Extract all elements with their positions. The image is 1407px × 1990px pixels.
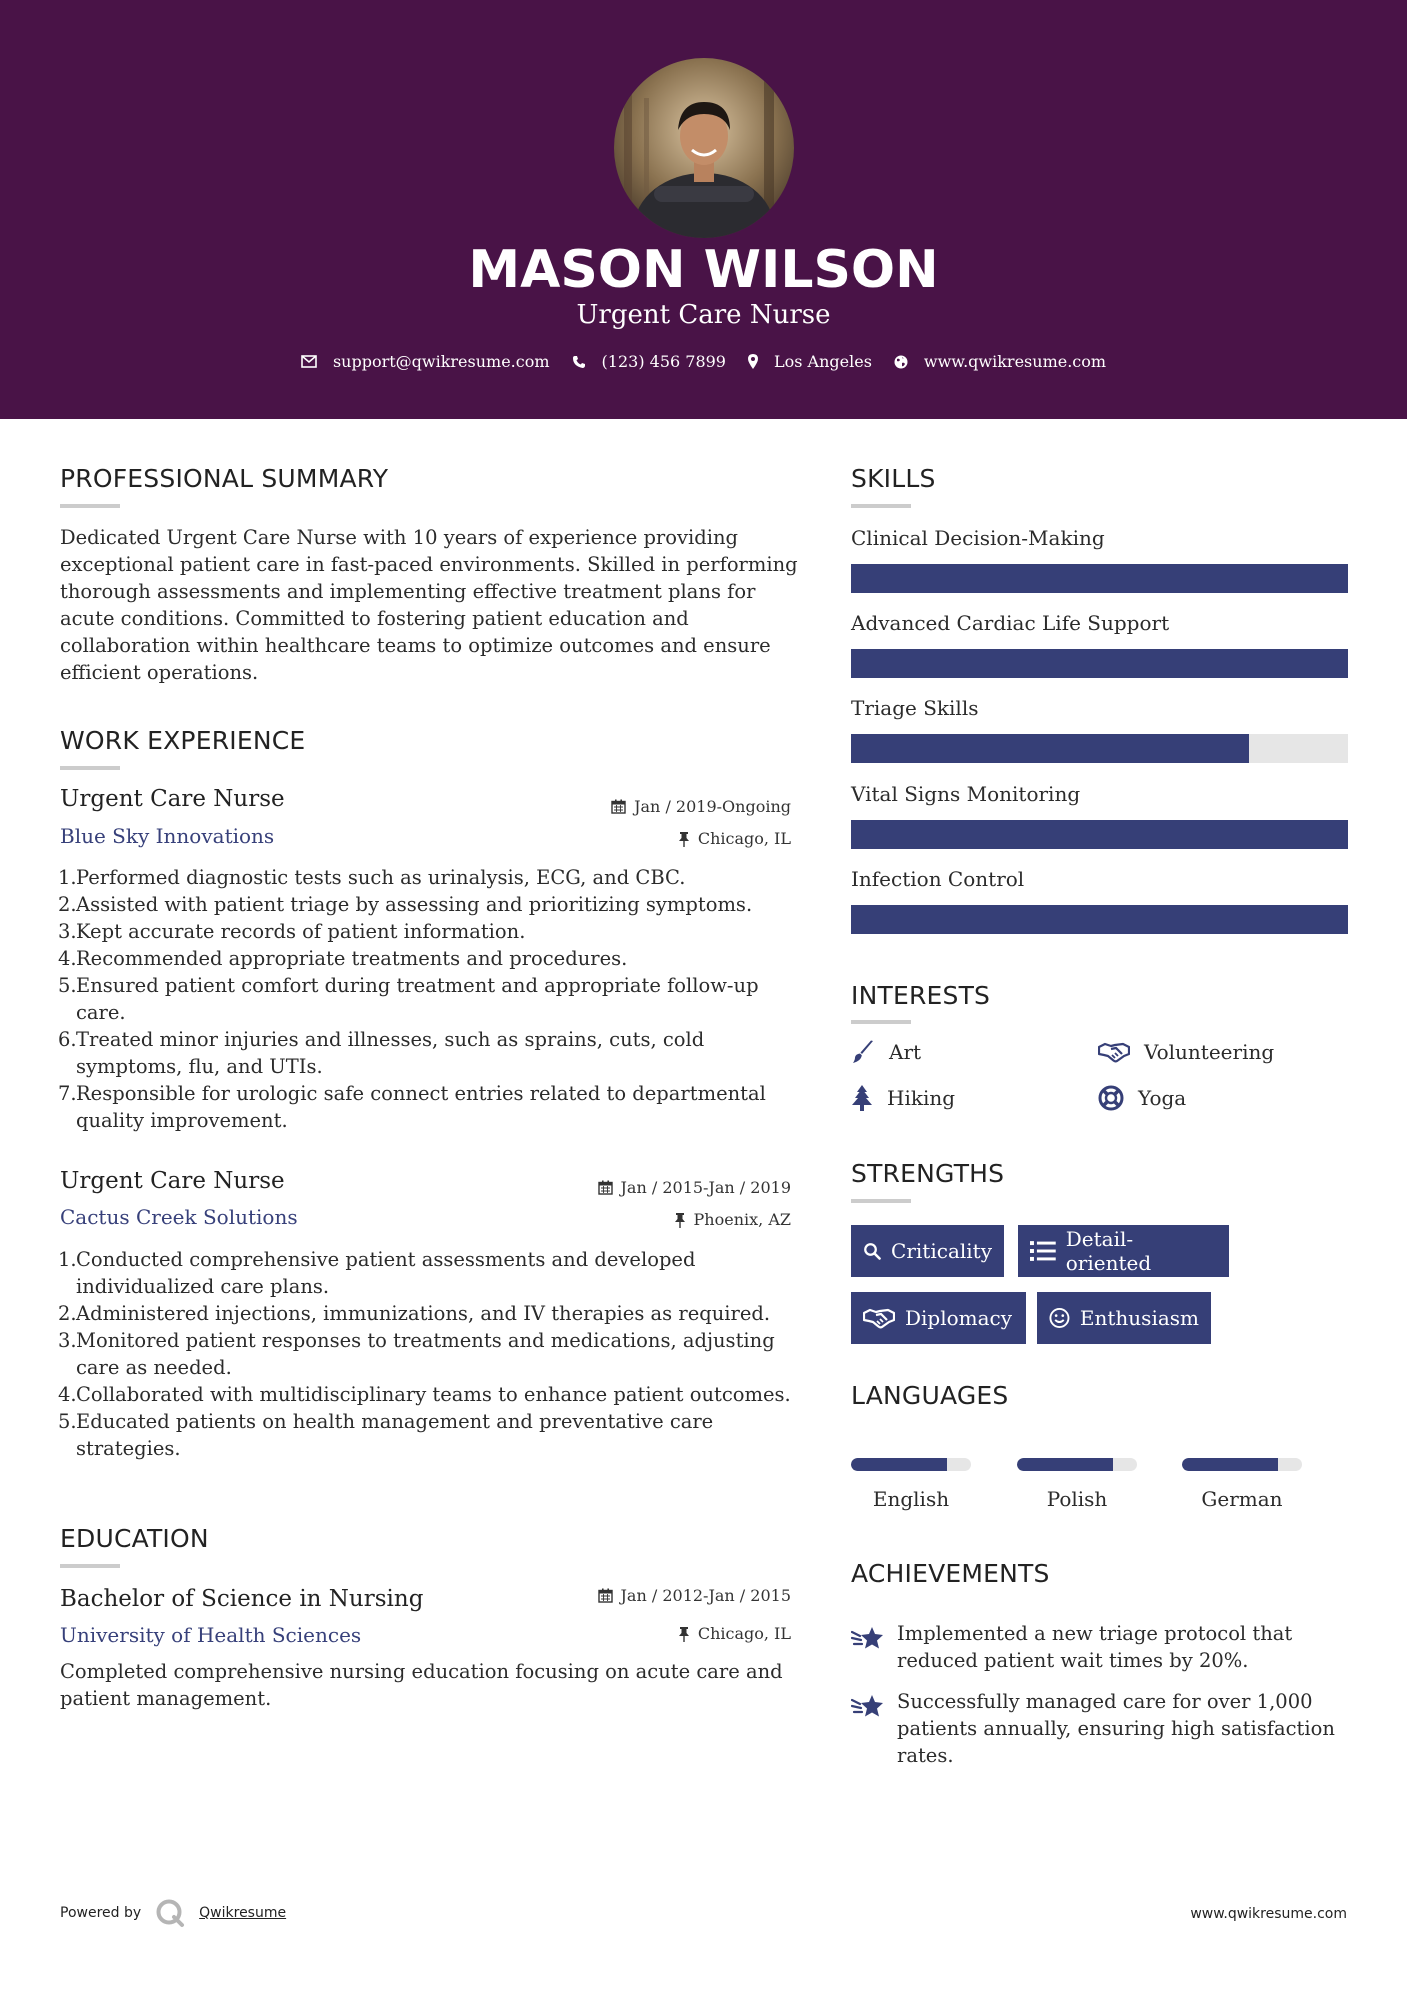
language-bar-fill (1017, 1458, 1113, 1471)
strength-tag (851, 1292, 1026, 1344)
achievement-line: reduced patient wait times by 20%. (897, 1649, 1249, 1672)
list-item: 4. Recommended appropriate treatments and procedures. (58, 945, 798, 972)
interest-item (1098, 1085, 1186, 1111)
skill-name: Clinical Decision-Making (851, 526, 1105, 550)
achievement-text (897, 1688, 1335, 1769)
skill-bar-fill (851, 820, 1348, 849)
duty-line: Educated patients on health management and preventative care (76, 1410, 714, 1433)
handshake-icon (863, 1307, 895, 1329)
profile-photo (614, 58, 794, 238)
pushpin-icon (674, 1212, 686, 1228)
duty-line: Ensured patient comfort during treatment and appropriate follow-up (76, 974, 759, 997)
list-item: 3. Monitored patient responses to treatments and medications, adjusting care as needed. (58, 1327, 798, 1381)
list-item: 3. Kept accurate records of patient information. (58, 918, 798, 945)
achievement-item (851, 1688, 1351, 1769)
summary-text (60, 524, 800, 686)
duty-line: Assisted with patient triage by assessing and prioritizing symptoms. (76, 893, 753, 916)
list-item: 6. Treated minor injuries and illnesses, such as sprains, cuts, cold symptoms, flu, and UTIs. (58, 1026, 798, 1080)
interests-heading: INTERESTS (851, 981, 991, 1010)
skill-bar-fill (851, 734, 1249, 763)
language-bar (1182, 1458, 1302, 1471)
skill-name: Infection Control (851, 867, 1025, 891)
achievement-line: Successfully managed care for over 1,000 (897, 1690, 1313, 1713)
language-bar (851, 1458, 971, 1471)
phone-icon (572, 355, 586, 369)
envelope-icon (301, 355, 317, 368)
duty-line: Administered injections, immunizations, and IV therapies as required. (76, 1302, 771, 1325)
duty-line: symptoms, flu, and UTIs. (76, 1055, 323, 1078)
contact-location-text: Los Angeles (773, 352, 872, 371)
duty-line: strategies. (76, 1437, 181, 1460)
list-item: 1. Performed diagnostic tests such as urinalysis, ECG, and CBC. (58, 864, 798, 891)
smile-icon (1049, 1307, 1070, 1329)
interest-item (851, 1040, 921, 1064)
duty-line: care. (76, 1001, 126, 1024)
job-location (500, 829, 791, 848)
strength-tag (1037, 1292, 1211, 1344)
list-item: 1. Conducted comprehensive patient assessments and developed individualized care plans. (58, 1246, 798, 1300)
skill-bar (851, 734, 1348, 763)
footer-powered-by (60, 1898, 286, 1928)
skill-bar (851, 905, 1348, 934)
lifering-icon (1098, 1085, 1124, 1111)
education-line: patient management. (60, 1687, 272, 1710)
skill-bar-fill (851, 649, 1348, 678)
education-date (500, 1586, 791, 1605)
education-description (60, 1658, 800, 1712)
achievements-heading: ACHIEVEMENTS (851, 1559, 1050, 1588)
degree-title: Bachelor of Science in Nursing (60, 1586, 424, 1612)
company-name: Blue Sky Innovations (60, 824, 275, 848)
language-bar-fill (1182, 1458, 1278, 1471)
skill-bar (851, 649, 1348, 678)
globe-icon (894, 355, 908, 369)
duty-line: individualized care plans. (76, 1275, 330, 1298)
search-icon (863, 1239, 881, 1263)
strength-label: Criticality (891, 1239, 992, 1263)
language-name: Polish (1046, 1487, 1108, 1511)
list-item: 2. Administered injections, immunizations, and IV therapies as required. (58, 1300, 798, 1327)
skill-bar-fill (851, 905, 1348, 934)
language-bar (1017, 1458, 1137, 1471)
education-location-text: Chicago, IL (697, 1624, 791, 1643)
summary-heading: PROFESSIONAL SUMMARY (60, 464, 389, 493)
job-date (500, 797, 791, 816)
list-icon (1030, 1240, 1056, 1262)
section-divider (851, 504, 911, 508)
map-marker-icon (748, 354, 758, 369)
skill-name: Triage Skills (851, 696, 979, 720)
education-line: Completed comprehensive nursing education focusing on acute care and (60, 1660, 783, 1683)
section-divider (60, 766, 120, 770)
achievement-line: Implemented a new triage protocol that (897, 1622, 1293, 1645)
powered-by-label: Powered by (60, 1905, 142, 1921)
contact-email-text: support@qwikresume.com (332, 352, 550, 371)
interest-label: Hiking (887, 1086, 956, 1110)
duty-line: Treated minor injuries and illnesses, such as sprains, cuts, cold (76, 1028, 705, 1051)
job-title: Urgent Care Nurse (60, 786, 285, 812)
skill-bar (851, 564, 1348, 593)
duty-line: Kept accurate records of patient information. (76, 920, 526, 943)
section-divider (851, 1020, 911, 1024)
skill-bar (851, 820, 1348, 849)
candidate-name: MASON WILSON (468, 240, 939, 300)
resume-header (0, 0, 1407, 419)
interest-label: Volunteering (1144, 1040, 1275, 1064)
duties-list (58, 1246, 798, 1462)
achievement-line: patients annually, ensuring high satisfaction (897, 1717, 1335, 1740)
skills-heading: SKILLS (851, 464, 936, 493)
education-location (500, 1624, 791, 1643)
candidate-title: Urgent Care Nurse (576, 300, 831, 330)
job-location-text: Chicago, IL (697, 829, 791, 848)
summary-line: efficient operations. (60, 661, 259, 684)
strengths-heading: STRENGTHS (851, 1159, 1005, 1188)
interest-item (851, 1085, 955, 1111)
strength-label: Diplomacy (905, 1306, 1013, 1330)
shooting-star-icon (851, 1624, 885, 1652)
job-date-text: Jan / 2015-Jan / 2019 (620, 1178, 791, 1197)
contact-bar (0, 352, 1407, 371)
summary-line: collaboration within healthcare teams to optimize outcomes and ensure (60, 634, 771, 657)
language-name: English (872, 1487, 950, 1511)
summary-line: exceptional patient care in fast-paced environments. Skilled in performing (60, 553, 798, 576)
summary-line: acute conditions. Committed to fostering patient education and (60, 607, 689, 630)
shooting-star-icon (851, 1692, 885, 1720)
list-item: 5. Ensured patient comfort during treatment and appropriate follow-up care. (58, 972, 798, 1026)
duty-line: Responsible for urologic safe connect entries related to departmental (76, 1082, 766, 1105)
calendar-icon (611, 799, 626, 814)
calendar-icon (598, 1588, 613, 1603)
calendar-icon (598, 1180, 613, 1195)
job-location-text: Phoenix, AZ (693, 1210, 791, 1229)
duty-line: Conducted comprehensive patient assessments and developed (76, 1248, 696, 1271)
duty-line: Recommended appropriate treatments and procedures. (76, 947, 628, 970)
education-date-text: Jan / 2012-Jan / 2015 (620, 1586, 791, 1605)
achievement-line: rates. (897, 1744, 954, 1767)
school-name: University of Health Sciences (60, 1623, 362, 1647)
duty-line: Monitored patient responses to treatments and medications, adjusting (76, 1329, 775, 1352)
job-title: Urgent Care Nurse (60, 1168, 285, 1194)
section-divider (60, 1564, 120, 1568)
section-divider (60, 504, 120, 508)
list-item: 2. Assisted with patient triage by assessing and prioritizing symptoms. (58, 891, 798, 918)
strength-label: Detail-oriented (1065, 1227, 1152, 1275)
skill-name: Advanced Cardiac Life Support (851, 611, 1170, 635)
contact-website[interactable] (894, 352, 1106, 371)
skill-name: Vital Signs Monitoring (851, 782, 1081, 806)
job-location (500, 1210, 791, 1229)
handshake-icon (1098, 1041, 1130, 1063)
tree-icon (851, 1085, 873, 1111)
duty-line: quality improvement. (76, 1109, 288, 1132)
duties-list (58, 864, 798, 1134)
interest-label: Art (889, 1040, 922, 1064)
summary-line: thorough assessments and implementing effective treatment plans for (60, 580, 756, 603)
summary-line: Dedicated Urgent Care Nurse with 10 years of experience providing (60, 526, 738, 549)
contact-phone[interactable] (572, 352, 726, 371)
education-heading: EDUCATION (60, 1524, 209, 1553)
list-item: 7. Responsible for urologic safe connect entries related to departmental quality improvement. (58, 1080, 798, 1134)
language-bar-fill (851, 1458, 947, 1471)
company-name: Cactus Creek Solutions (60, 1205, 298, 1229)
languages-heading: LANGUAGES (851, 1381, 1009, 1410)
contact-website-text: www.qwikresume.com (923, 352, 1107, 371)
job-date (500, 1178, 791, 1197)
qwikresume-logo-icon (155, 1898, 185, 1928)
duty-line: Performed diagnostic tests such as urinalysis, ECG, and CBC. (76, 866, 686, 889)
qwikresume-link[interactable]: Qwikresume (199, 1905, 287, 1921)
experience-heading: WORK EXPERIENCE (60, 726, 306, 755)
section-divider (851, 1199, 911, 1203)
job-date-text: Jan / 2019-Ongoing (634, 797, 791, 816)
footer-website[interactable]: www.qwikresume.com (1190, 1906, 1347, 1922)
achievement-item (851, 1620, 1351, 1674)
strength-tag (1018, 1225, 1229, 1277)
interest-label: Yoga (1138, 1086, 1187, 1110)
duty-line: Collaborated with multidisciplinary teams to enhance patient outcomes. (76, 1383, 791, 1406)
contact-email[interactable] (301, 352, 550, 371)
list-item: 5. Educated patients on health management and preventative care strategies. (58, 1408, 798, 1462)
skill-bar-fill (851, 564, 1348, 593)
pushpin-icon (678, 1626, 690, 1642)
achievement-text (897, 1620, 1292, 1674)
language-name: German (1201, 1487, 1283, 1511)
brush-icon (851, 1040, 875, 1064)
strength-label: Enthusiasm (1079, 1306, 1199, 1330)
strength-tag (851, 1225, 1004, 1277)
pushpin-icon (678, 831, 690, 847)
interest-item (1098, 1040, 1274, 1064)
list-item: 4. Collaborated with multidisciplinary teams to enhance patient outcomes. (58, 1381, 798, 1408)
duty-line: care as needed. (76, 1356, 232, 1379)
contact-phone-text: (123) 456 7899 (601, 352, 726, 371)
contact-location (748, 352, 872, 371)
